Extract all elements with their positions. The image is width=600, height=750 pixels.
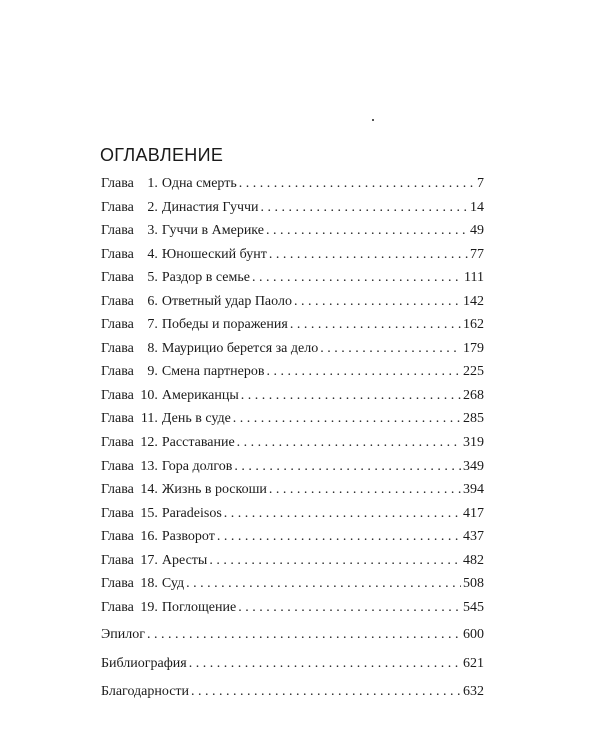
page-number: 7 [477, 176, 484, 191]
chapter-number: 1. [147, 176, 158, 191]
chapter-number: 6. [147, 293, 158, 309]
toc-entry[interactable] [101, 627, 484, 656]
chapter-word: Глава [101, 199, 134, 215]
chapter-title: Суд [161, 576, 185, 592]
chapter-label [101, 506, 222, 522]
page-number: 111 [464, 270, 484, 286]
toc-entry[interactable] [101, 223, 484, 247]
chapter-word: Глава [101, 411, 134, 427]
chapter-word: Глава [101, 317, 134, 333]
chapter-title: Аресты [161, 552, 208, 568]
toc-entry[interactable] [101, 294, 484, 318]
toc-entry[interactable] [101, 176, 484, 200]
page-number: 621 [463, 655, 484, 671]
chapter-label [101, 200, 259, 216]
chapter-label [101, 388, 239, 404]
page-number: 77 [470, 246, 484, 262]
chapter-title: Маурицио берется за дело [161, 340, 319, 356]
dot-leader [147, 627, 461, 643]
chapter-title: Юношеский бунт [161, 246, 267, 262]
dot-leader [217, 529, 461, 545]
chapter-label [101, 270, 250, 286]
chapter-word: Глава [101, 552, 134, 568]
dot-leader [294, 294, 461, 310]
dot-leader [209, 553, 461, 569]
chapter-label [101, 411, 231, 427]
chapter-word: Глава [101, 482, 134, 498]
page-number: 349 [463, 458, 484, 474]
dot-leader [191, 684, 461, 700]
chapter-title: Победы и поражения [161, 317, 288, 333]
chapter-word: Глава [101, 435, 134, 451]
chapter-number: 15. [140, 505, 158, 521]
scan-speck [372, 119, 374, 121]
page-number: 268 [463, 387, 484, 403]
chapter-number: 11. [140, 411, 158, 427]
toc-entry[interactable] [101, 482, 484, 506]
chapter-number: 10. [140, 387, 158, 403]
dot-leader [266, 364, 461, 380]
page-number: 600 [463, 627, 484, 643]
dot-leader [233, 411, 461, 427]
chapter-title: Ответный удар Паоло [161, 293, 292, 309]
chapter-number: 14. [140, 482, 158, 498]
chapter-number: 3. [147, 223, 158, 239]
chapter-label [101, 600, 236, 616]
toc-entry[interactable] [101, 529, 484, 553]
toc-entry[interactable] [101, 435, 484, 459]
dot-leader [241, 388, 461, 404]
chapter-word: Глава [101, 387, 134, 403]
page-number: 417 [463, 505, 484, 521]
chapter-title: Смена партнеров [161, 364, 265, 380]
chapter-number: 18. [140, 576, 158, 592]
dot-leader [234, 459, 461, 475]
toc-entry[interactable] [101, 459, 484, 483]
chapter-label [101, 459, 232, 475]
page-number: 394 [463, 482, 484, 498]
dot-leader [238, 600, 461, 616]
section-title: Благодарности [101, 684, 190, 700]
chapter-word: Глава [101, 293, 134, 309]
chapter-title: Раздор в семье [161, 270, 250, 286]
page-number: 319 [463, 435, 484, 451]
chapter-word: Глава [101, 576, 134, 592]
toc-entry[interactable] [101, 388, 484, 412]
chapter-word: Глава [101, 364, 134, 380]
chapter-word: Глава [101, 176, 134, 191]
chapter-title: Поглощение [161, 599, 237, 615]
chapter-label [101, 247, 267, 263]
chapter-title: Гора долгов [161, 458, 233, 474]
toc-entry[interactable] [101, 411, 484, 435]
chapter-number: 9. [147, 364, 158, 380]
dot-leader [252, 270, 462, 286]
chapter-word: Глава [101, 223, 134, 239]
page-number: 225 [463, 364, 484, 380]
dot-leader [189, 656, 461, 672]
toc-entry[interactable] [101, 341, 484, 365]
chapter-number: 2. [147, 199, 158, 215]
page-title: ОГЛАВЛЕНИЕ [100, 145, 224, 165]
chapter-label [101, 553, 207, 569]
page-number: 482 [463, 552, 484, 568]
chapter-label [101, 223, 264, 239]
chapter-number: 4. [147, 246, 158, 262]
chapter-word: Глава [101, 599, 134, 615]
chapter-title: День в суде [161, 411, 231, 427]
chapter-word: Глава [101, 270, 134, 286]
dot-leader [266, 223, 468, 239]
chapter-label [101, 435, 235, 451]
chapter-title: Американцы [161, 387, 239, 403]
toc-entry[interactable] [101, 270, 484, 294]
chapter-number: 13. [140, 458, 158, 474]
chapter-label [101, 317, 288, 333]
toc-entry[interactable] [101, 656, 484, 685]
page-number: 49 [470, 223, 484, 239]
dot-leader [224, 506, 461, 522]
chapter-title: Расставание [161, 435, 235, 451]
chapter-label [101, 576, 184, 592]
chapter-number: 17. [140, 552, 158, 568]
chapter-number: 7. [147, 317, 158, 333]
toc-entry[interactable] [101, 364, 484, 388]
toc-entry[interactable] [101, 317, 484, 341]
chapter-title: Paradeisos [161, 505, 222, 521]
toc-entry[interactable] [101, 600, 484, 624]
dot-leader [269, 482, 461, 498]
table-of-contents [101, 176, 484, 713]
section-title: Библиография [101, 655, 187, 671]
dot-leader [320, 341, 461, 357]
page-number: 437 [463, 529, 484, 545]
chapter-number: 16. [140, 529, 158, 545]
dot-leader [239, 176, 475, 192]
toc-entry[interactable] [101, 553, 484, 577]
page-number: 285 [463, 411, 484, 427]
chapter-word: Глава [101, 340, 134, 356]
chapter-number: 8. [147, 340, 158, 356]
chapter-word: Глава [101, 529, 134, 545]
chapter-title: Гуччи в Америке [161, 223, 264, 239]
chapter-title: Разворот [161, 529, 215, 545]
chapter-word: Глава [101, 458, 134, 474]
dot-leader [269, 247, 468, 263]
chapter-label [101, 482, 267, 498]
chapter-title: Жизнь в роскоши [161, 482, 267, 498]
chapter-label [101, 176, 237, 192]
chapter-title: Династия Гуччи [161, 199, 259, 215]
chapter-number: 19. [140, 599, 158, 615]
dot-leader [290, 317, 461, 333]
chapter-number: 12. [140, 435, 158, 451]
dot-leader [261, 200, 468, 216]
chapter-number: 5. [147, 270, 158, 286]
toc-entry[interactable] [101, 576, 484, 600]
page-number: 14 [470, 199, 484, 215]
chapter-label [101, 294, 292, 310]
chapter-label [101, 341, 318, 357]
chapter-word: Глава [101, 246, 134, 262]
toc-entry[interactable] [101, 684, 484, 713]
chapter-word: Глава [101, 505, 134, 521]
dot-leader [237, 435, 461, 451]
chapter-title: Одна смерть [161, 176, 237, 191]
page-number: 162 [463, 317, 484, 333]
page-number: 545 [463, 599, 484, 615]
dot-leader [186, 576, 461, 592]
section-title: Эпилог [101, 627, 145, 643]
page-number: 632 [463, 684, 484, 700]
page-number: 142 [463, 293, 484, 309]
page-number: 508 [463, 576, 484, 592]
toc-entry[interactable] [101, 506, 484, 530]
chapter-label [101, 529, 215, 545]
page-number: 179 [463, 340, 484, 356]
chapter-label [101, 364, 264, 380]
toc-entry[interactable] [101, 200, 484, 224]
toc-entry[interactable] [101, 247, 484, 271]
